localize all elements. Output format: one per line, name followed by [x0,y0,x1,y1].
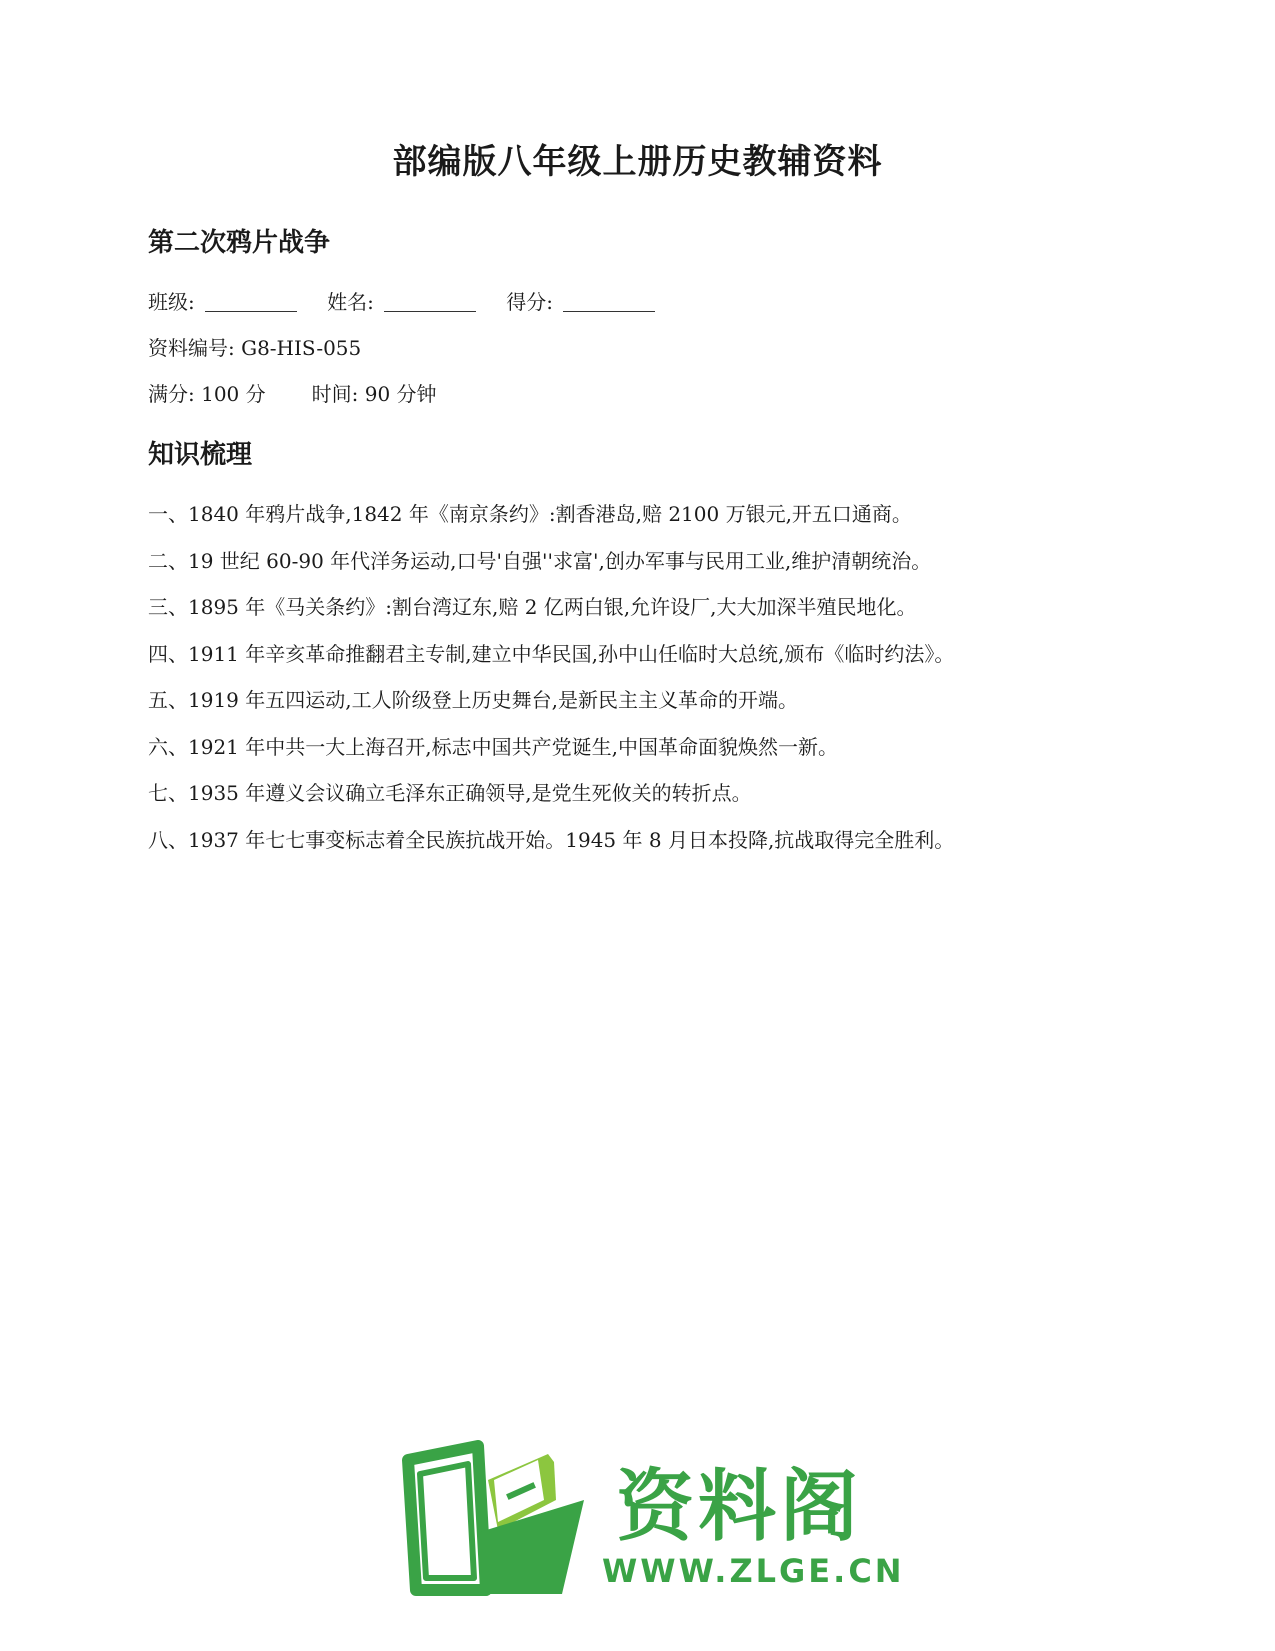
knowledge-point-2: 二、19 世纪 60-90 年代洋务运动,口号'自强''求富',创办军事与民用工业,维护清朝统治。 [148,549,932,573]
knowledge-point-5: 五、1919 年五四运动,工人阶级登上历史舞台,是新民主主义革命的开端。 [148,688,798,712]
class-field [148,286,297,315]
knowledge-point-4: 四、1911 年辛亥革命推翻君主专制,建立中华民国,孙中山任临时大总统,颁布《临时约法》。 [148,642,955,666]
knowledge-point-6: 六、1921 年中共一大上海召开,标志中国共产党诞生,中国革命面貌焕然一新。 [148,735,838,759]
logo-url[interactable]: WWW.ZLGE.CN [602,1552,905,1590]
knowledge-point-7: 七、1935 年遵义会议确立毛泽东正确领导,是党生死攸关的转折点。 [148,781,752,805]
logo-name: 资料阁 [616,1462,863,1552]
student-info-line [148,286,679,315]
name-blank[interactable] [384,293,476,312]
exam-meta-line [148,378,437,407]
class-label: 班级: [148,290,195,314]
knowledge-point-1: 一、1840 年鸦片战争,1842 年《南京条约》:割香港岛,赔 2100 万银元,开五口通商。 [148,502,912,526]
material-code: 资料编号: G8-HIS-055 [148,336,362,360]
section-heading: 知识梳理 [148,440,253,470]
document-title: 部编版八年级上册历史教辅资料 [392,142,883,182]
knowledge-point-8: 八、1937 年七七事变标志着全民族抗战开始。1945 年 8 月日本投降,抗战取得完全胜利。 [148,828,955,852]
score-label: 得分: [506,290,553,314]
score-field [506,286,655,315]
lesson-title: 第二次鸦片战争 [148,228,331,258]
full-score: 满分: 100 分 [148,382,266,406]
exam-time: 时间: 90 分钟 [311,382,437,406]
name-field [327,286,476,315]
class-blank[interactable] [205,293,297,312]
open-book-folder-icon [398,1440,598,1600]
score-blank[interactable] [563,293,655,312]
name-label: 姓名: [327,290,374,314]
logo [398,1440,905,1600]
knowledge-point-3: 三、1895 年《马关条约》:割台湾辽东,赔 2 亿两白银,允许设厂,大大加深半殖民地化。 [148,595,917,619]
